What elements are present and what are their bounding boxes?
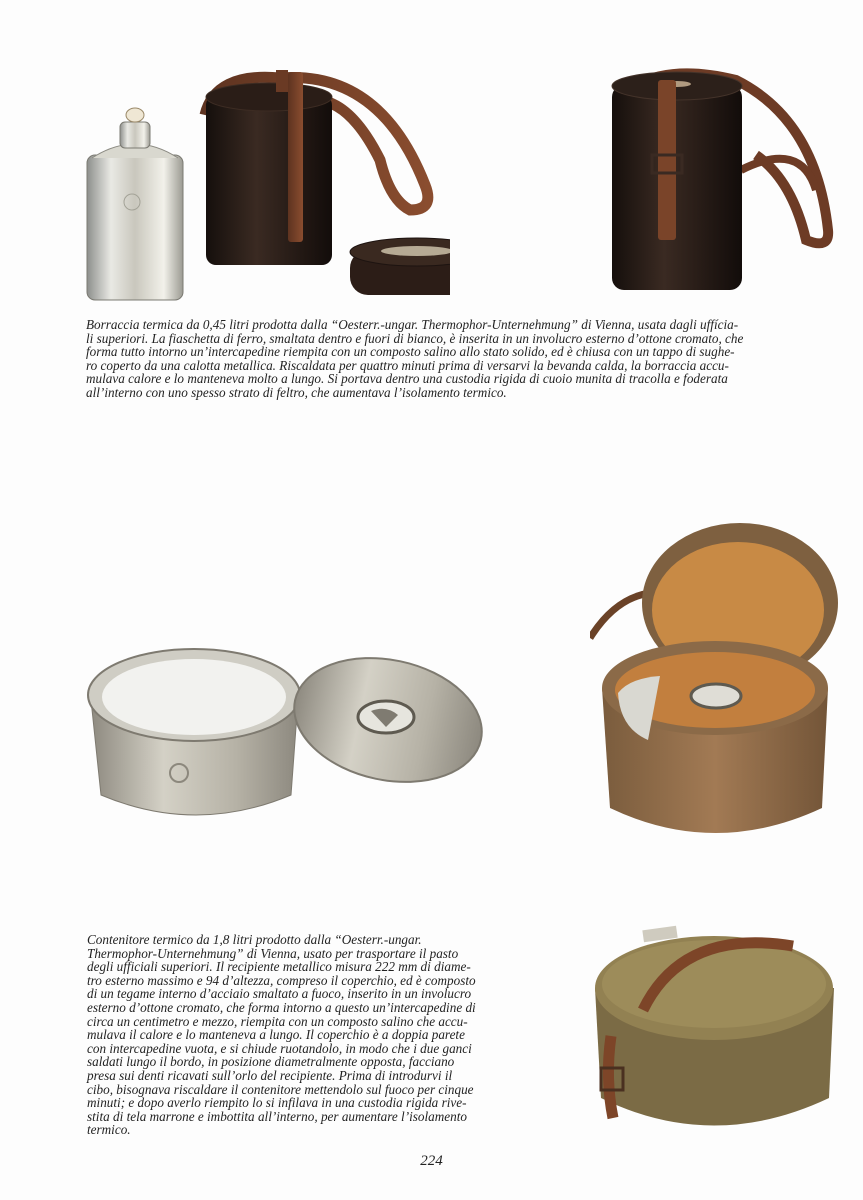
- flask-caption: Borraccia termica da 0,45 litri prodotta dalla “Oesterr.-ungar. Thermophor-Unternehmung” di Vienna, usata dagli uffícia- li superiori. La fiaschetta di ferro, smaltata dentro e fuori di bianco, è inserita in un involucro esterno d’ottone cromato, che forma tutto intorno un’intercapedine riempita con un composto salino allo stato solido, ed è chiusa con un tappo di sughe- ro coperto da una calotta metallica. Riscaldata per quattro minuti prima di versarvi la bevanda calda, la borraccia accu- mulava calore e lo manteneva molto a lungo. Si portava dentro una custodia rigida di cuoio munita di tracolla e foderata all’interno con uno spesso strato di feltro, che aumentava l’isolamento termico.: [86, 317, 744, 400]
- closed-case-body: [595, 926, 834, 1126]
- page-number: 224: [420, 1153, 443, 1169]
- food-container-photo: [86, 635, 486, 825]
- container-lid: [283, 642, 486, 799]
- open-case-body: [602, 641, 828, 833]
- container-caption: Contenitore termico da 1,8 litri prodotto dalla “Oesterr.-ungar. Thermophor-Unternehmung” di Vienna, usato per trasportare il pasto degli ufficiali superiori. Il recipiente metallico misura 222 mm di diame- tro esterno massimo e 94 d’altezza, compreso il coperchio, ed è composto di un tegame interno d’acciaio smaltato a fuoco, inserito in un involucro esterno d’ottone cromato, che forma intorno a questo un’intercapedine di circa un centimetro e mezzo, riempita con un composto salino che accu- mulava il calore e lo manteneva a lungo. Il coperchio è a doppia parete con intercapedine vuota, e si chiude ruotandolo, in modo che i due ganci saldati lungo il bordo, in posizione diametralmente opposta, facciano presa sui denti ricavati sull’orlo del recipiente. Prima di introdurvi il cibo, bisognava riscaldare il contenitore mettendolo sul fuoco per cinque minuti; e dopo averlo riempito lo si infilava in una custodia rigida rive- stita di tela marrone e imbottita all’interno, per aumentare l’isolamento termico.: [87, 932, 476, 1138]
- case-lid: [350, 238, 450, 295]
- closed-fabric-case-photo: [593, 918, 838, 1136]
- open-fabric-case-photo: [590, 518, 840, 848]
- closed-leather-case-photo: [596, 60, 836, 300]
- thermal-flask: [87, 108, 183, 300]
- open-leather-case: [205, 70, 428, 265]
- container-pot: [88, 649, 300, 815]
- flask-with-open-case-photo: [80, 60, 450, 310]
